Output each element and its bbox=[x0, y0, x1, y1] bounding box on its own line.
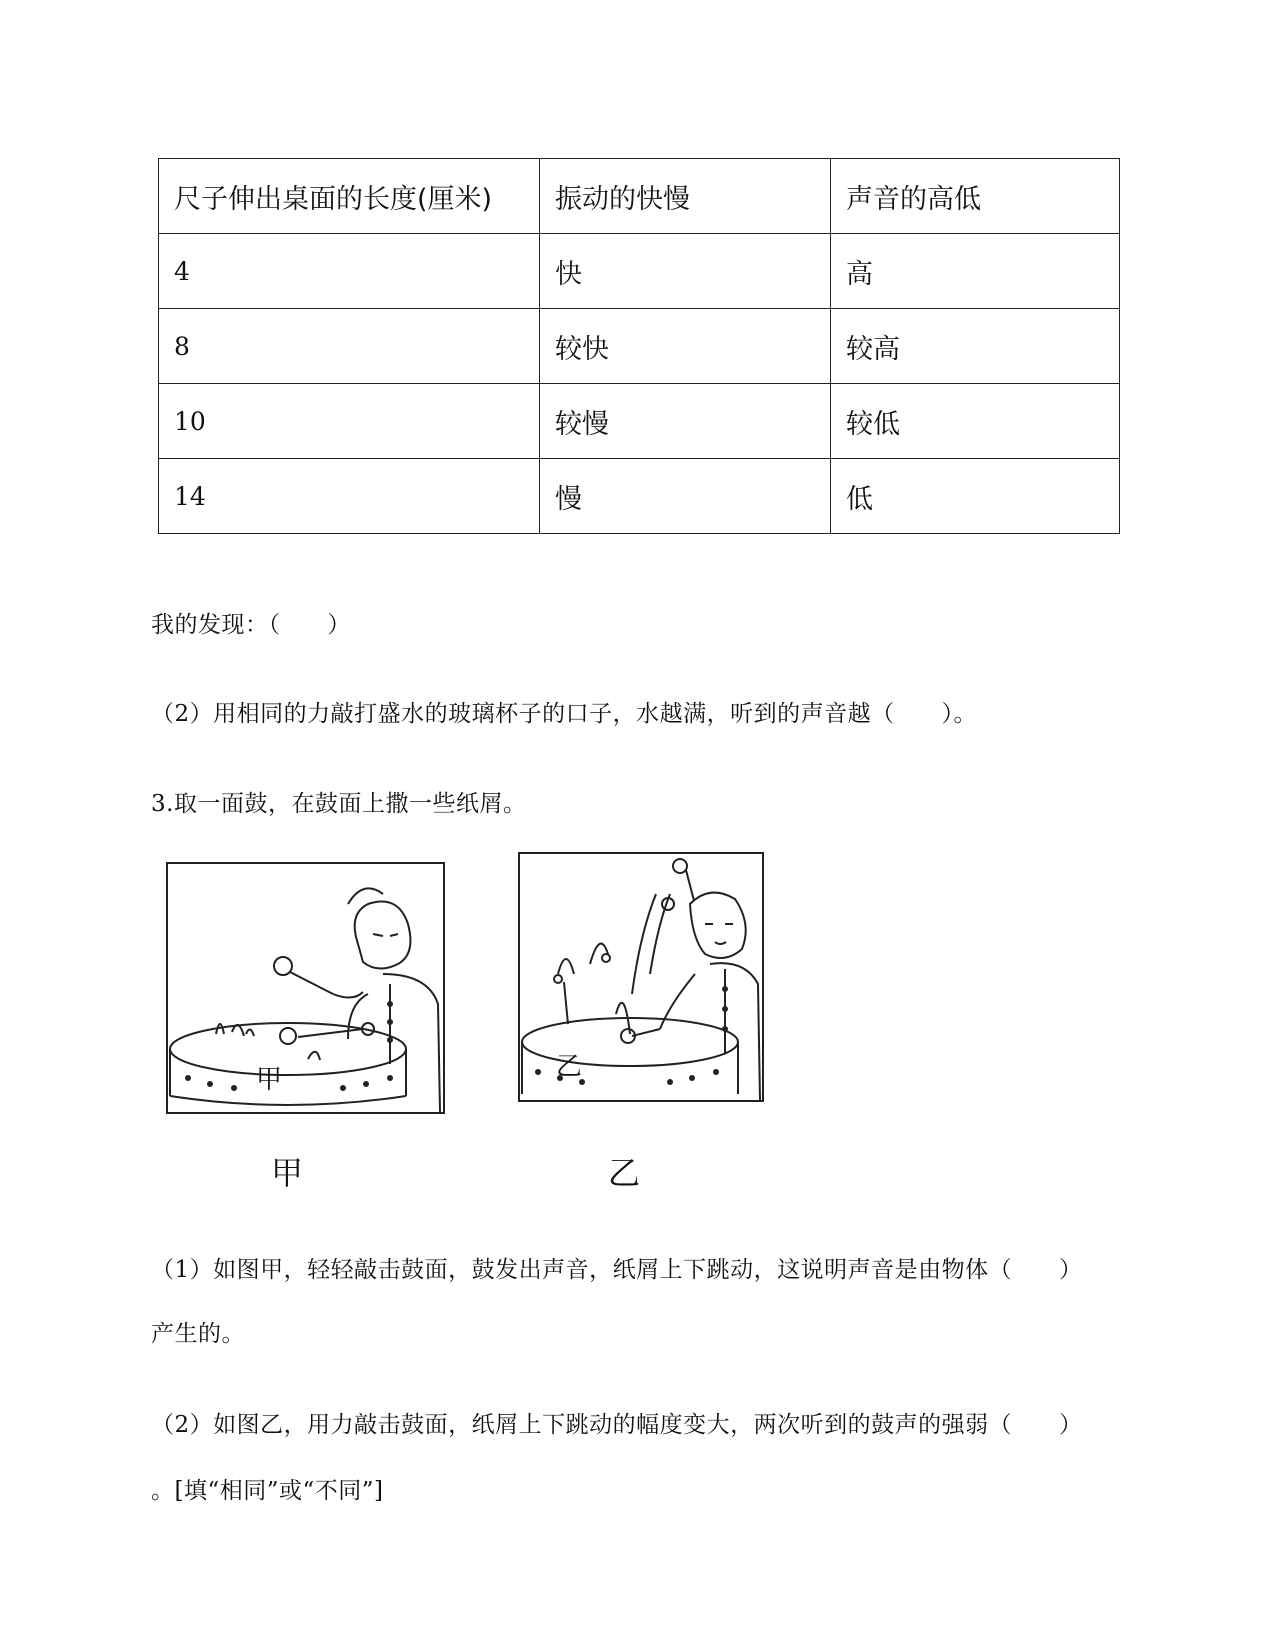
table-row bbox=[159, 384, 1120, 459]
question-3-1-line2: 产生的。 bbox=[151, 1321, 245, 1347]
cell-pitch: 低 bbox=[831, 459, 1120, 534]
figure-right-inner-label: 乙 bbox=[556, 1052, 583, 1082]
question-3-1-line1: （1）如图甲，轻轻敲击鼓面，鼓发出声音，纸屑上下跳动，这说明声音是由物体（ ） bbox=[151, 1257, 1083, 1283]
cell-vibration: 较快 bbox=[540, 309, 831, 384]
figure-right-caption: 乙 bbox=[608, 1154, 641, 1192]
question-3-2-line1: （2）如图乙，用力敲击鼓面，纸屑上下跳动的幅度变大，两次听到的鼓声的强弱（ ） bbox=[151, 1412, 1083, 1438]
drum-figure-right bbox=[518, 852, 764, 1102]
cell-length: 14 bbox=[159, 459, 540, 534]
discovery-question: 我的发现：（ ） bbox=[151, 612, 351, 638]
experiment-table bbox=[158, 158, 1120, 534]
cell-vibration: 较慢 bbox=[540, 384, 831, 459]
question-2-cups: （2）用相同的力敲打盛水的玻璃杯子的口子，水越满，听到的声音越（ ）。 bbox=[151, 701, 977, 727]
header-pitch: 声音的高低 bbox=[831, 159, 1120, 234]
cell-vibration: 快 bbox=[540, 234, 831, 309]
header-vibration: 振动的快慢 bbox=[540, 159, 831, 234]
table-row bbox=[159, 459, 1120, 534]
table-row bbox=[159, 309, 1120, 384]
table-header-row bbox=[159, 159, 1120, 234]
table-row bbox=[159, 234, 1120, 309]
figure-left-caption: 甲 bbox=[271, 1154, 304, 1192]
figure-left-inner-label: 甲 bbox=[256, 1065, 283, 1095]
question-3-intro: 3.取一面鼓，在鼓面上撒一些纸屑。 bbox=[151, 791, 527, 817]
cell-pitch: 较高 bbox=[831, 309, 1120, 384]
cell-pitch: 较低 bbox=[831, 384, 1120, 459]
cell-length: 8 bbox=[159, 309, 540, 384]
drum-gentle-illustration bbox=[168, 864, 443, 1112]
cell-length: 10 bbox=[159, 384, 540, 459]
drum-figure-left bbox=[166, 862, 445, 1114]
header-length: 尺子伸出桌面的长度(厘米) bbox=[159, 159, 540, 234]
cell-vibration: 慢 bbox=[540, 459, 831, 534]
question-3-2-line2: 。[填“相同”或“不同”] bbox=[151, 1478, 384, 1504]
cell-length: 4 bbox=[159, 234, 540, 309]
cell-pitch: 高 bbox=[831, 234, 1120, 309]
